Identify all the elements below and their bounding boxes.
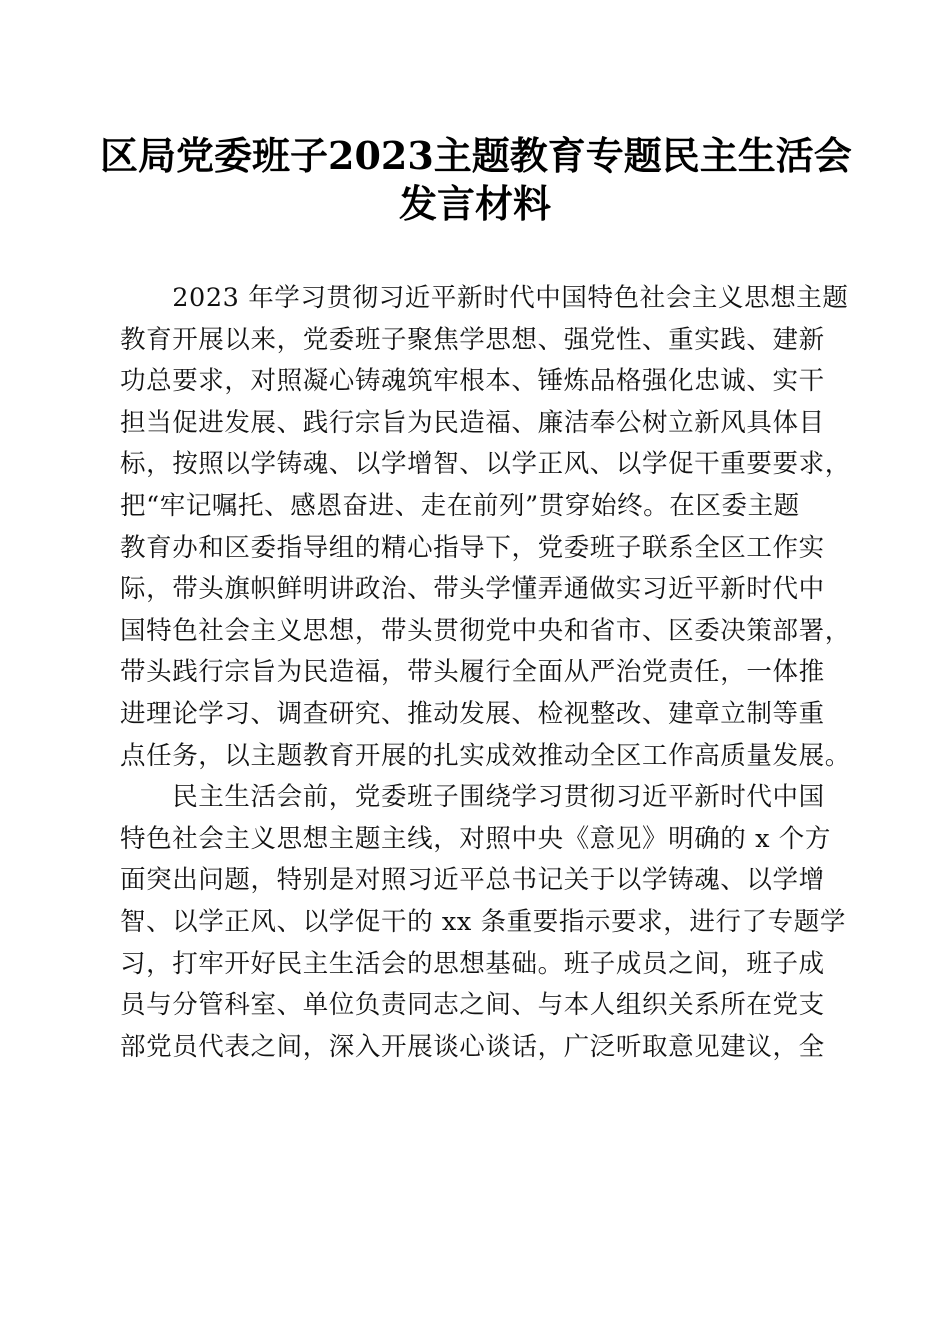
text-line: 功总要求，对照凝心铸魂筑牢根本、锤炼品格强化忠诚、实干 <box>120 366 825 397</box>
text-line: 带头践行宗旨为民造福，带头履行全面从严治党责任，一体推 <box>120 657 825 688</box>
text-line: 员与分管科室、单位负责同志之间、与本人组织关系所在党支 <box>120 990 825 1021</box>
text-line: 智、以学正风、以学促干的 xx 条重要指示要求，进行了专题学 <box>120 906 846 937</box>
title-line: 发言材料 <box>398 181 551 226</box>
text-line: 2023 年学习贯彻习近平新时代中国特色社会主义思想主题 <box>120 283 849 313</box>
paragraph-2 <box>120 777 846 1068</box>
text-line: 部党员代表之间，深入开展谈心谈话，广泛听取意见建议，全 <box>120 1031 825 1062</box>
text-line: 面突出问题，特别是对照习近平总书记关于以学铸魂、以学增 <box>120 865 825 896</box>
text-line: 际，带头旗帜鲜明讲政治、带头学懂弄通做实习近平新时代中 <box>120 574 825 605</box>
document-title <box>100 132 850 228</box>
text-line: 进理论学习、调查研究、推动发展、检视整改、建章立制等重 <box>120 698 825 729</box>
document-body <box>120 278 851 1068</box>
text-line: 特色社会主义思想主题主线，对照中央《意见》明确的 x 个方 <box>120 823 831 854</box>
text-line: 担当促进发展、践行宗旨为民造福、廉洁奉公树立新风具体目 <box>120 407 825 438</box>
title-line: 区局党委班子2023主题教育专题民主生活会 <box>100 133 852 178</box>
text-line: 标，按照以学铸魂、以学增智、以学正风、以学促干重要要求， <box>120 449 851 480</box>
text-line: 教育办和区委指导组的精心指导下，党委班子联系全区工作实 <box>120 532 825 563</box>
text-line: 点任务，以主题教育开展的扎实成效推动全区工作高质量发展。 <box>120 740 851 771</box>
paragraph-1 <box>120 278 851 777</box>
text-line: 国特色社会主义思想，带头贯彻党中央和省市、区委决策部署， <box>120 615 851 646</box>
text-line: 教育开展以来，党委班子聚焦学思想、强党性、重实践、建新 <box>120 324 825 355</box>
text-line: 民主生活会前，党委班子围绕学习贯彻习近平新时代中国 <box>120 782 825 813</box>
text-line: 习，打牢开好民主生活会的思想基础。班子成员之间，班子成 <box>120 948 825 979</box>
text-line: 把“牢记嘱托、感恩奋进、走在前列”贯穿始终。在区委主题 <box>120 490 800 521</box>
